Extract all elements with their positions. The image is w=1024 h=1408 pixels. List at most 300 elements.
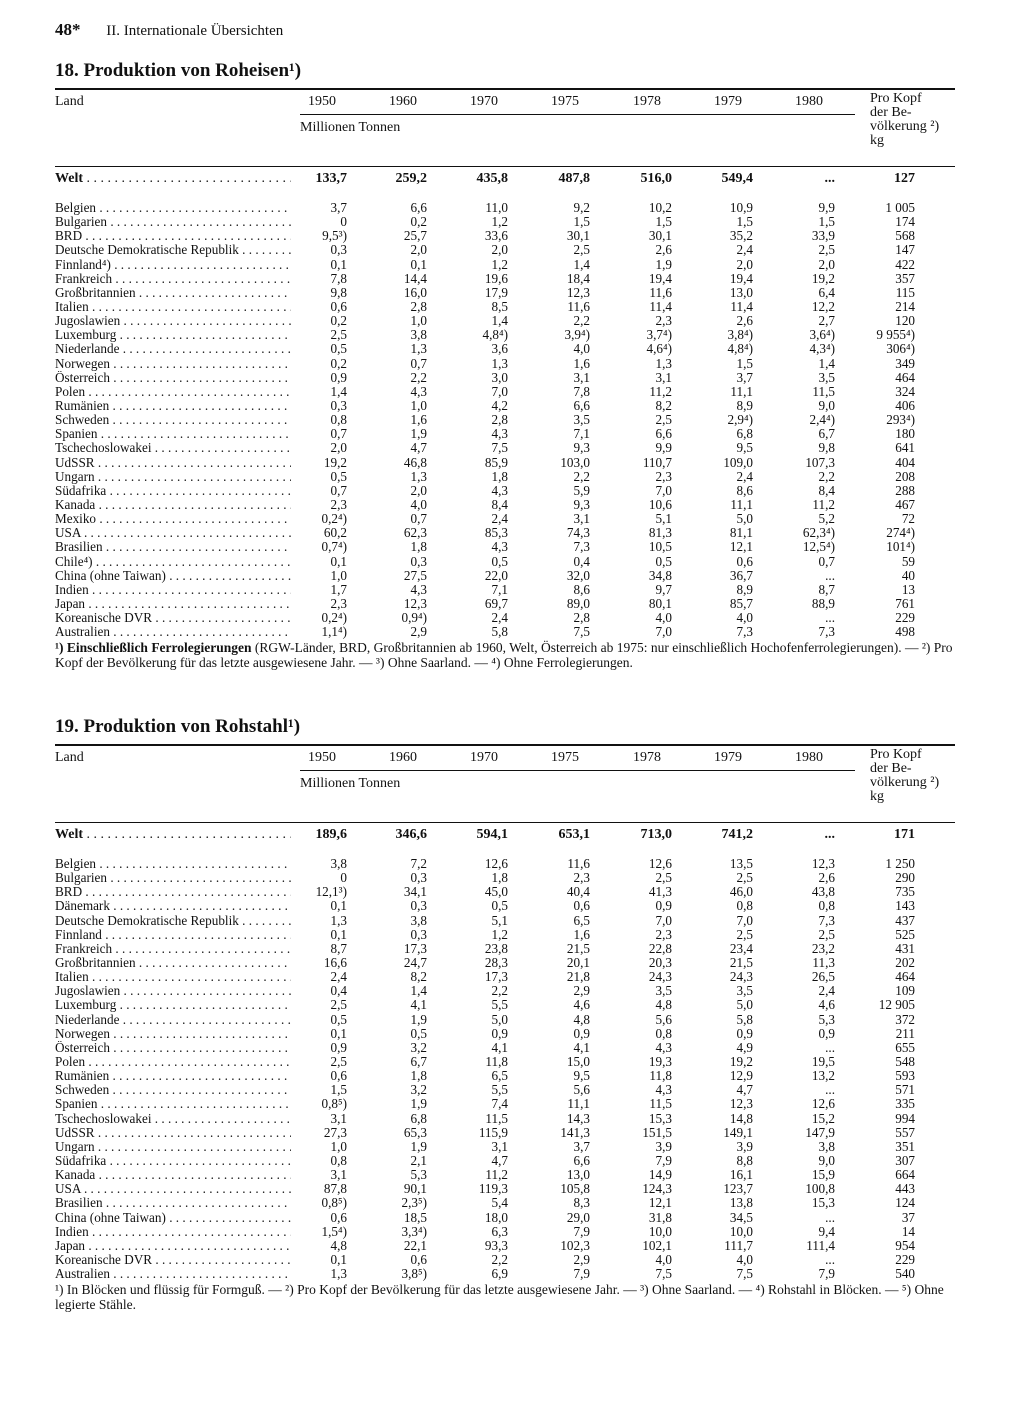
- per-capita-cell: 127: [894, 171, 915, 186]
- table-row: [55, 1140, 955, 1154]
- value-cell: 0,1: [330, 898, 347, 914]
- table-row: [55, 328, 955, 342]
- value-cell: 15,3: [648, 1110, 672, 1126]
- value-cell: 7,0: [736, 912, 753, 928]
- value-cell: 5,8: [491, 624, 508, 640]
- value-cell: 4,3: [491, 482, 508, 498]
- value-cell: 62,3: [403, 525, 427, 541]
- value-cell: 11,2: [485, 1167, 508, 1183]
- country-name: USA . . .: [55, 526, 291, 540]
- table-row: [55, 625, 955, 639]
- value-cell: 5,6: [573, 1082, 590, 1098]
- value-cell: 2,0: [410, 482, 427, 498]
- value-cell: 1,6: [410, 412, 427, 428]
- value-cell: 1,2: [491, 214, 508, 230]
- table-row: [55, 300, 955, 314]
- value-cell: 2,5: [736, 870, 753, 886]
- value-cell: 12,5⁴): [802, 539, 835, 555]
- table-row: [55, 611, 955, 625]
- per-capita-cell: 208: [895, 468, 915, 484]
- value-cell: 2,0: [818, 256, 835, 272]
- footnote-text: (RGW-Länder, BRD, Großbritannien ab 1960, Welt, Österreich ab 1975: nur einschließlich Hochofenferrolegierungen). — ²) Pro Kopf der Bevölkerung für das letzte ausgewiesene Jahr. — ³) Ohne Saarland. — ⁴) Ohne Ferrolegierungen.: [55, 640, 953, 671]
- col-header-land: Land: [55, 750, 84, 765]
- per-capita-cell: 307: [895, 1152, 915, 1168]
- value-cell: 2,9: [410, 624, 427, 640]
- value-cell: 3,5: [736, 983, 753, 999]
- value-cell: 18,4: [566, 270, 590, 286]
- value-cell: 3,8⁵): [401, 1266, 427, 1282]
- value-cell: 2,0: [736, 256, 753, 272]
- value-cell: 2,0: [330, 440, 347, 456]
- table-row: [55, 998, 955, 1012]
- value-cell: 3,8: [410, 327, 427, 343]
- table-row: [55, 956, 955, 970]
- value-cell: 9,3: [573, 440, 590, 456]
- value-cell: 7,8: [573, 383, 590, 399]
- value-cell: 0,9: [818, 1025, 835, 1041]
- value-cell: 2,3: [655, 468, 672, 484]
- table-row: [55, 914, 955, 928]
- value-cell: 46,8: [403, 454, 427, 470]
- value-cell: ...: [825, 567, 835, 583]
- value-cell: 11,6: [567, 856, 590, 871]
- value-cell: 2,3: [330, 496, 347, 512]
- per-capita-cell: 324: [895, 383, 915, 399]
- per-capita-line: der Be-: [870, 761, 912, 776]
- table-row: [55, 984, 955, 998]
- per-capita-cell: 115: [895, 284, 915, 300]
- value-cell: 1,5: [736, 214, 753, 230]
- table-header: [55, 90, 955, 166]
- table-row: [55, 871, 955, 885]
- value-cell: 0,2: [410, 214, 427, 230]
- country-name: Indien . . .: [55, 1225, 291, 1239]
- table-row: [55, 583, 955, 597]
- value-cell: 111,7: [724, 1237, 753, 1253]
- country-name: Indien . . .: [55, 583, 291, 597]
- value-cell: 0,9: [655, 898, 672, 914]
- value-cell: 3,8: [410, 912, 427, 928]
- value-cell: 2,1: [410, 1152, 427, 1168]
- value-cell: 2,3⁵): [401, 1195, 427, 1211]
- per-capita-cell: 306⁴): [886, 341, 915, 357]
- value-cell: 653,1: [558, 827, 590, 842]
- table-row: [55, 1055, 955, 1069]
- value-cell: 15,9: [811, 1167, 835, 1183]
- value-cell: 2,4: [818, 983, 835, 999]
- country-name: Jugoslawien . . .: [55, 314, 291, 328]
- country-name: Niederlande . . .: [55, 1013, 291, 1027]
- table-body: [55, 167, 955, 639]
- table-row: [55, 1211, 955, 1225]
- table-row: [55, 540, 955, 554]
- per-capita-cell: 120: [895, 313, 915, 329]
- value-cell: 4,3: [410, 383, 427, 399]
- value-cell: 4,1: [573, 1039, 590, 1055]
- value-cell: 4,3: [655, 1039, 672, 1055]
- value-cell: 4,6⁴): [646, 341, 672, 357]
- per-capita-cell: 335: [895, 1096, 915, 1112]
- value-cell: 2,5: [818, 926, 835, 942]
- value-cell: 14,9: [648, 1167, 672, 1183]
- table-title: 18. Produktion von Roheisen¹): [55, 60, 302, 81]
- table-row: [55, 1069, 955, 1083]
- value-cell: 2,3: [330, 595, 347, 611]
- value-cell: 33,9: [811, 228, 835, 244]
- value-cell: 15,0: [566, 1053, 590, 1069]
- value-cell: 17,3: [403, 940, 427, 956]
- value-cell: 11,4: [649, 298, 672, 314]
- table-row: [55, 286, 955, 300]
- col-header-year: 1960: [389, 94, 417, 109]
- country-name: Südafrika . . .: [55, 484, 291, 498]
- value-cell: 27,3: [323, 1124, 347, 1140]
- per-capita-cell: 357: [895, 270, 915, 286]
- value-cell: 7,5: [491, 440, 508, 456]
- per-capita-cell: 14: [901, 1223, 915, 1239]
- per-capita-cell: 229: [895, 610, 915, 626]
- per-capita-cell: 761: [895, 595, 915, 611]
- table-row: [55, 928, 955, 942]
- value-cell: 0,1: [410, 256, 427, 272]
- value-cell: 9,3: [573, 496, 590, 512]
- value-cell: 43,8: [811, 884, 835, 900]
- value-cell: 0,5: [410, 1025, 427, 1041]
- value-cell: 85,7: [729, 595, 753, 611]
- value-cell: 21,8: [566, 969, 590, 985]
- value-cell: 259,2: [395, 171, 427, 186]
- value-cell: 2,9: [573, 1251, 590, 1267]
- value-cell: 119,3: [478, 1181, 508, 1197]
- value-cell: 3,1: [573, 511, 590, 527]
- value-cell: 8,6: [736, 482, 753, 498]
- value-cell: 7,3: [818, 912, 835, 928]
- table-row: [55, 498, 955, 512]
- value-cell: 0: [340, 214, 347, 230]
- table-row: [55, 942, 955, 956]
- value-cell: 2,6: [818, 870, 835, 886]
- value-cell: 11,6: [649, 284, 672, 300]
- value-cell: 9,5: [573, 1068, 590, 1084]
- per-capita-cell: 214: [895, 298, 915, 314]
- per-capita-cell: 349: [895, 355, 915, 371]
- value-cell: 2,5: [736, 926, 753, 942]
- value-cell: 12,1: [648, 1195, 672, 1211]
- value-cell: 6,7: [818, 426, 835, 442]
- value-cell: 3,7: [330, 200, 347, 215]
- value-cell: 90,1: [403, 1181, 427, 1197]
- value-cell: 19,2: [729, 1053, 753, 1069]
- value-cell: 2,6: [655, 242, 672, 258]
- value-cell: 4,3⁴): [809, 341, 835, 357]
- value-cell: 1,6: [573, 355, 590, 371]
- value-cell: 3,1: [573, 369, 590, 385]
- country-name: Schweden . . .: [55, 1083, 291, 1097]
- unit-rule: [300, 770, 855, 771]
- table-row: [55, 215, 955, 229]
- value-cell: 4,3: [491, 426, 508, 442]
- per-capita-cell: 109: [895, 983, 915, 999]
- value-cell: 2,8: [573, 610, 590, 626]
- value-cell: 1,3: [410, 468, 427, 484]
- table-row: [55, 385, 955, 399]
- value-cell: 9,9: [655, 440, 672, 456]
- country-name: Norwegen . . .: [55, 357, 291, 371]
- value-cell: 20,1: [566, 954, 590, 970]
- value-cell: 8,2: [655, 397, 672, 413]
- value-cell: 24,7: [403, 954, 427, 970]
- value-cell: 0,6: [330, 298, 347, 314]
- value-cell: 12,3: [811, 856, 835, 871]
- value-cell: 11,1: [567, 1096, 590, 1112]
- value-cell: 1,9: [655, 256, 672, 272]
- per-capita-cell: 211: [895, 1025, 915, 1041]
- value-cell: 9,5³): [322, 228, 347, 244]
- value-cell: 0,7: [410, 355, 427, 371]
- value-cell: 30,1: [648, 228, 672, 244]
- value-cell: 5,0: [736, 511, 753, 527]
- per-capita-line: kg: [870, 133, 884, 148]
- value-cell: 2,4⁴): [809, 412, 835, 428]
- value-cell: 1,8: [491, 870, 508, 886]
- value-cell: 3,3⁴): [401, 1223, 427, 1239]
- value-cell: 0,5: [491, 553, 508, 569]
- table-row: [55, 1027, 955, 1041]
- per-capita-cell: 443: [895, 1181, 915, 1197]
- value-cell: 0,8: [818, 898, 835, 914]
- value-cell: 9,0: [818, 1152, 835, 1168]
- per-capita-cell: 735: [895, 884, 915, 900]
- value-cell: 30,1: [566, 228, 590, 244]
- value-cell: 107,3: [805, 454, 835, 470]
- value-cell: 7,2: [410, 856, 427, 871]
- value-cell: 29,0: [566, 1209, 590, 1225]
- value-cell: 0,3: [330, 242, 347, 258]
- per-capita-line: kg: [870, 789, 884, 804]
- value-cell: 6,8: [736, 426, 753, 442]
- per-capita-cell: 664: [895, 1167, 915, 1183]
- value-cell: 4,1: [410, 997, 427, 1013]
- per-capita-cell: 464: [895, 369, 915, 385]
- value-cell: 2,9: [573, 983, 590, 999]
- country-name: Rumänien . . .: [55, 399, 291, 413]
- value-cell: 23,4: [729, 940, 753, 956]
- value-cell: 1,0: [330, 567, 347, 583]
- value-cell: 9,4: [818, 1223, 835, 1239]
- value-cell: 346,6: [395, 827, 427, 842]
- value-cell: 2,2: [818, 468, 835, 484]
- value-cell: 4,0: [573, 341, 590, 357]
- per-capita-line: Pro Kopf: [870, 747, 922, 762]
- value-cell: 2,2: [573, 313, 590, 329]
- value-cell: 8,2: [410, 969, 427, 985]
- value-cell: 16,0: [403, 284, 427, 300]
- table-row: [55, 1097, 955, 1111]
- value-cell: 19,4: [648, 270, 672, 286]
- value-cell: 45,0: [484, 884, 508, 900]
- per-capita-cell: 229: [895, 1251, 915, 1267]
- value-cell: 1,3: [330, 1266, 347, 1282]
- per-capita-cell: 540: [895, 1266, 915, 1282]
- value-cell: 10,6: [648, 496, 672, 512]
- table-row: [55, 526, 955, 540]
- country-name: Südafrika . . .: [55, 1154, 291, 1168]
- value-cell: 2,5: [655, 870, 672, 886]
- value-cell: 1,3: [330, 912, 347, 928]
- value-cell: 13,0: [566, 1167, 590, 1183]
- col-header-year: 1970: [470, 94, 498, 109]
- page-header: [55, 20, 283, 40]
- value-cell: 23,2: [811, 940, 835, 956]
- country-name: Bulgarien . . .: [55, 215, 291, 229]
- value-cell: 6,9: [491, 1266, 508, 1282]
- value-cell: 6,5: [491, 1068, 508, 1084]
- country-name: Finnland⁴) . . .: [55, 258, 291, 272]
- value-cell: 88,9: [811, 595, 835, 611]
- per-capita-cell: 406: [895, 397, 915, 413]
- per-capita-header: [870, 92, 939, 148]
- value-cell: 3,5: [573, 412, 590, 428]
- value-cell: 4,9: [736, 1039, 753, 1055]
- value-cell: 0,9: [330, 369, 347, 385]
- country-name: Welt . . .: [55, 167, 291, 191]
- value-cell: 81,3: [648, 525, 672, 541]
- table-row: [55, 456, 955, 470]
- value-cell: 11,1: [730, 383, 753, 399]
- value-cell: 3,1: [330, 1110, 347, 1126]
- value-cell: 4,3: [410, 581, 427, 597]
- value-cell: 3,2: [410, 1039, 427, 1055]
- country-name: Finnland . . .: [55, 928, 291, 942]
- country-name: Tschechoslowakei . . .: [55, 1112, 291, 1126]
- value-cell: 0,7: [330, 482, 347, 498]
- value-cell: 11,2: [812, 496, 835, 512]
- value-cell: 11,5: [812, 383, 835, 399]
- value-cell: 3,8⁴): [727, 327, 753, 343]
- per-capita-cell: 422: [895, 256, 915, 272]
- value-cell: 151,5: [642, 1124, 672, 1140]
- unit-label: Millionen Tonnen: [300, 120, 401, 135]
- country-name: UdSSR . . .: [55, 456, 291, 470]
- value-cell: 0,4: [573, 553, 590, 569]
- country-name: Deutsche Demokratische Republik . . .: [55, 914, 291, 928]
- country-name: Bulgarien . . .: [55, 871, 291, 885]
- table-row: [55, 413, 955, 427]
- value-cell: 0,6: [410, 1251, 427, 1267]
- value-cell: 0,9: [330, 1039, 347, 1055]
- value-cell: 0,3: [410, 553, 427, 569]
- value-cell: 1,4: [818, 355, 835, 371]
- value-cell: 3,8: [330, 856, 347, 871]
- value-cell: 0,3: [330, 397, 347, 413]
- table-header: [55, 746, 955, 822]
- per-capita-cell: 593: [895, 1068, 915, 1084]
- value-cell: 2,9⁴): [727, 412, 753, 428]
- value-cell: 28,3: [484, 954, 508, 970]
- value-cell: 123,7: [723, 1181, 753, 1197]
- value-cell: 5,3: [410, 1167, 427, 1183]
- value-cell: 124,3: [642, 1181, 672, 1197]
- country-name: Ungarn . . .: [55, 1140, 291, 1154]
- per-capita-cell: 655: [895, 1039, 915, 1055]
- per-capita-cell: 40: [901, 567, 915, 583]
- per-capita-line: völkerung ²): [870, 775, 940, 790]
- value-cell: 12,1³): [315, 884, 347, 900]
- unit-label: Millionen Tonnen: [300, 776, 401, 791]
- value-cell: 34,5: [729, 1209, 753, 1225]
- value-cell: 5,0: [736, 997, 753, 1013]
- value-cell: 189,6: [315, 827, 347, 842]
- per-capita-cell: 994: [895, 1110, 915, 1126]
- value-cell: 0,8: [330, 1152, 347, 1168]
- value-cell: ...: [825, 610, 835, 626]
- value-cell: 25,7: [403, 228, 427, 244]
- value-cell: 11,1: [730, 496, 753, 512]
- value-cell: 12,1: [729, 539, 753, 555]
- value-cell: 3,7⁴): [646, 327, 672, 343]
- value-cell: 11,2: [649, 383, 672, 399]
- value-cell: 115,9: [478, 1124, 508, 1140]
- value-cell: 1,5: [330, 1082, 347, 1098]
- value-cell: 19,2: [323, 454, 347, 470]
- value-cell: 8,8: [736, 1152, 753, 1168]
- value-cell: 6,6: [410, 200, 427, 215]
- value-cell: 26,5: [811, 969, 835, 985]
- value-cell: 22,1: [403, 1237, 427, 1253]
- value-cell: 4,7: [736, 1082, 753, 1098]
- value-cell: 0,9⁴): [401, 610, 427, 626]
- value-cell: 12,3: [566, 284, 590, 300]
- table-row: [55, 857, 955, 871]
- table-row: [55, 484, 955, 498]
- value-cell: 41,3: [648, 884, 672, 900]
- country-name: Ungarn . . .: [55, 470, 291, 484]
- value-cell: 0,1: [330, 1025, 347, 1041]
- value-cell: 6,8: [410, 1110, 427, 1126]
- value-cell: 7,9: [655, 1152, 672, 1168]
- value-cell: 6,6: [573, 397, 590, 413]
- value-cell: 19,4: [729, 270, 753, 286]
- country-name: Österreich . . .: [55, 371, 291, 385]
- value-cell: 0,5: [655, 553, 672, 569]
- value-cell: 4,8: [330, 1237, 347, 1253]
- value-cell: 8,4: [818, 482, 835, 498]
- value-cell: 0,8: [736, 898, 753, 914]
- country-name: Australien . . .: [55, 625, 291, 639]
- value-cell: 1,5: [573, 214, 590, 230]
- value-cell: 3,9: [736, 1138, 753, 1154]
- value-cell: 1,0: [410, 397, 427, 413]
- per-capita-cell: 171: [894, 827, 915, 842]
- table-row: [55, 243, 955, 257]
- value-cell: 9,0: [818, 397, 835, 413]
- value-cell: 11,6: [567, 298, 590, 314]
- per-capita-cell: 525: [895, 926, 915, 942]
- table-row: [55, 970, 955, 984]
- value-cell: 4,8⁴): [727, 341, 753, 357]
- per-capita-cell: 101⁴): [886, 539, 915, 555]
- value-cell: 3,8: [818, 1138, 835, 1154]
- value-cell: 1,9: [410, 426, 427, 442]
- value-cell: 11,3: [812, 954, 835, 970]
- value-cell: 6,6: [655, 426, 672, 442]
- value-cell: 2,2: [573, 468, 590, 484]
- value-cell: 3,2: [410, 1082, 427, 1098]
- value-cell: 2,3: [655, 926, 672, 942]
- value-cell: 3,1: [491, 1138, 508, 1154]
- page-number: 48*: [55, 20, 81, 39]
- value-cell: 0,8⁵): [321, 1096, 347, 1112]
